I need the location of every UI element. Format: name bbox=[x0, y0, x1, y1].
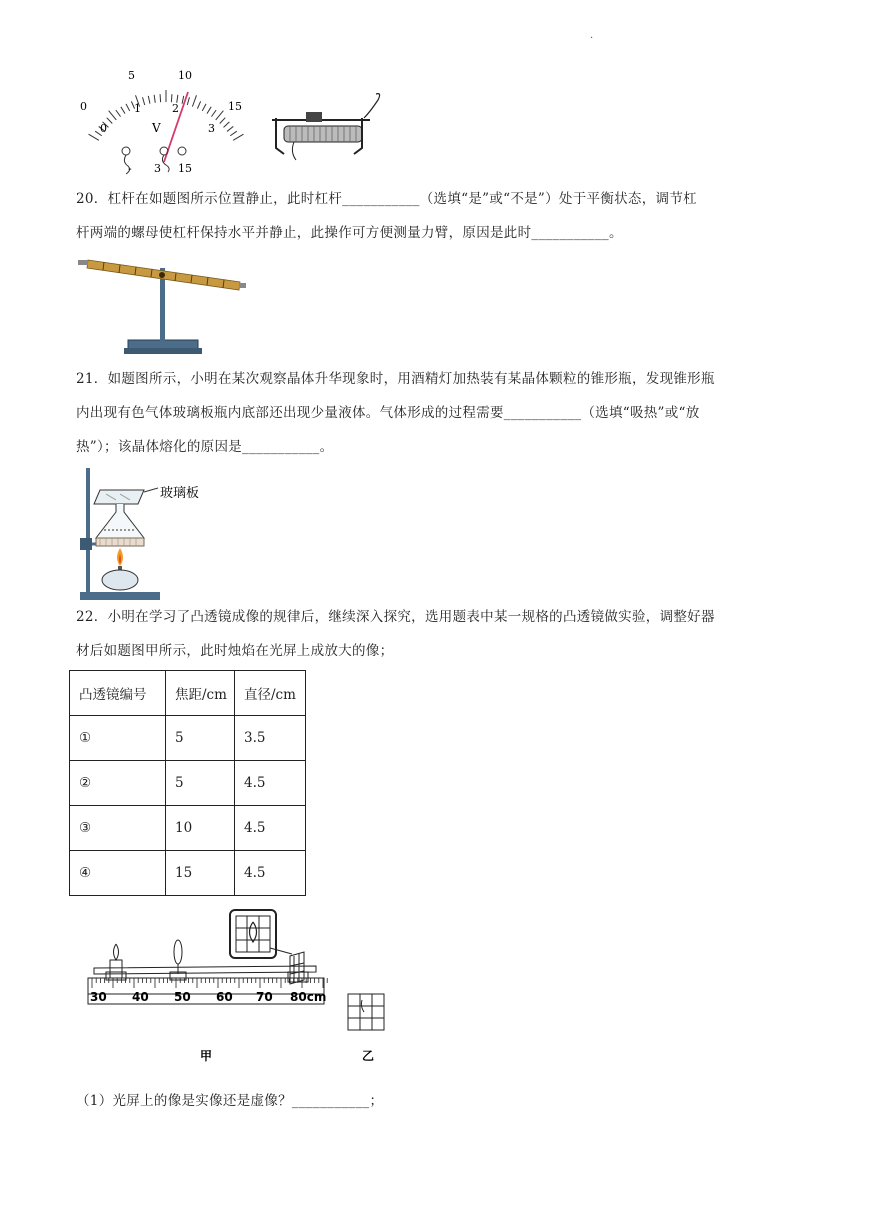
top-scale-5: 5 bbox=[128, 69, 135, 82]
bench-scale-70: 70 bbox=[256, 990, 273, 1004]
voltmeter-figure bbox=[76, 62, 256, 180]
sublimation-figure bbox=[76, 466, 226, 604]
header-lens-number: 凸透镜编号 bbox=[70, 671, 166, 716]
focal-length: 5 bbox=[166, 761, 235, 806]
table-row bbox=[70, 716, 306, 761]
top-scale-10: 10 bbox=[178, 69, 192, 82]
bottom-scale-1: 1 bbox=[134, 102, 141, 115]
voltmeter-tick bbox=[148, 96, 150, 104]
q21-line2: 内出现有色气体玻璃板瓶内底部还出现少量液体。气体形成的过程需要___________（选填“吸热”或“放 bbox=[76, 405, 700, 421]
bench-scale-30: 30 bbox=[90, 990, 107, 1004]
voltmeter-tick bbox=[227, 126, 233, 131]
voltmeter-tick bbox=[143, 97, 145, 105]
glass-plate-label: 玻璃板 bbox=[160, 486, 200, 501]
voltmeter-tick bbox=[197, 101, 200, 108]
terminal-3: 3 bbox=[154, 162, 161, 175]
diameter: 4.5 bbox=[235, 761, 306, 806]
bottom-scale-3: 3 bbox=[208, 122, 215, 135]
lens-number: ③ bbox=[70, 806, 166, 851]
voltmeter-unit: V bbox=[152, 121, 161, 135]
voltmeter-tick bbox=[116, 110, 121, 117]
q22-sub1: （1）光屏上的像是实像还是虚像？___________； bbox=[76, 1093, 384, 1109]
lens-number: ① bbox=[70, 716, 166, 761]
voltmeter-tick bbox=[233, 134, 243, 140]
voltmeter-tick bbox=[126, 104, 130, 111]
bench-scale-50: 50 bbox=[174, 990, 191, 1004]
bench-scale-80cm: 80cm bbox=[290, 990, 327, 1004]
voltmeter-tick bbox=[224, 122, 230, 127]
voltmeter-tick bbox=[202, 104, 206, 111]
diameter: 3.5 bbox=[235, 716, 306, 761]
table-row bbox=[70, 761, 306, 806]
q20-line2: 杆两端的螺母使杠杆保持水平并静止，此操作可方便测量力臂，原因是此时___________。 bbox=[76, 225, 623, 241]
table-header-row bbox=[70, 671, 306, 716]
voltmeter-tick bbox=[109, 111, 117, 120]
voltmeter-tick bbox=[230, 131, 237, 136]
q22-line2: 材后如题图甲所示，此时烛焰在光屏上成放大的像； bbox=[76, 643, 394, 659]
voltmeter-tick bbox=[216, 111, 224, 120]
focal-length: 15 bbox=[166, 851, 235, 896]
voltmeter-tick bbox=[220, 118, 226, 124]
top-scale-15: 15 bbox=[228, 100, 242, 113]
bench-scale-40: 40 bbox=[132, 990, 149, 1004]
voltmeter-tick bbox=[160, 94, 161, 102]
table-row bbox=[70, 806, 306, 851]
top-scale-0: 0 bbox=[80, 100, 87, 113]
rheostat-figure bbox=[266, 90, 386, 162]
q21-line1: 21．如题图所示，小明在某次观察晶体升华现象时，用酒精灯加热装有某晶体颗粒的锥形瓶，发现锥形瓶 bbox=[76, 371, 715, 387]
figure-label-yi: 乙 bbox=[362, 1049, 375, 1063]
q22-line1: 22．小明在学习了凸透镜成像的规律后，继续深入探究，选用题表中某一规格的凸透镜做实验，调整好器 bbox=[76, 609, 715, 625]
header-mark: . bbox=[590, 30, 594, 41]
terminal-minus: - bbox=[128, 162, 132, 175]
optical-bench-figure bbox=[80, 908, 400, 1068]
focal-length: 10 bbox=[166, 806, 235, 851]
bottom-scale-2: 2 bbox=[172, 102, 179, 115]
diameter: 4.5 bbox=[235, 806, 306, 851]
lever-figure bbox=[76, 254, 246, 358]
voltmeter-tick bbox=[192, 95, 196, 106]
q20-line1: 20．杠杆在如题图所示位置静止，此时杠杆___________（选填“是”或“不是”）处于平衡状态，调节杠 bbox=[76, 191, 697, 207]
bench-scale-60: 60 bbox=[216, 990, 233, 1004]
voltmeter-tick bbox=[211, 110, 216, 117]
figure-label-jia: 甲 bbox=[200, 1049, 213, 1063]
table-row bbox=[70, 851, 306, 896]
lens-table bbox=[69, 670, 306, 896]
voltmeter-tick bbox=[121, 107, 125, 114]
voltmeter-tick bbox=[187, 97, 189, 105]
voltmeter-tick bbox=[154, 95, 155, 103]
lens-number: ④ bbox=[70, 851, 166, 896]
terminal-15: 15 bbox=[178, 162, 192, 175]
voltmeter-tick bbox=[171, 94, 172, 102]
voltmeter-tick bbox=[107, 118, 113, 124]
bottom-scale-0: 0 bbox=[100, 122, 107, 135]
voltmeter-tick bbox=[89, 134, 99, 140]
voltmeter-tick bbox=[207, 107, 211, 114]
lens-number: ② bbox=[70, 761, 166, 806]
diameter: 4.5 bbox=[235, 851, 306, 896]
header-diameter: 直径/cm bbox=[235, 671, 306, 716]
header-focal-length: 焦距/cm bbox=[166, 671, 235, 716]
q21-line3: 热”）；该晶体熔化的原因是___________。 bbox=[76, 439, 334, 455]
focal-length: 5 bbox=[166, 716, 235, 761]
